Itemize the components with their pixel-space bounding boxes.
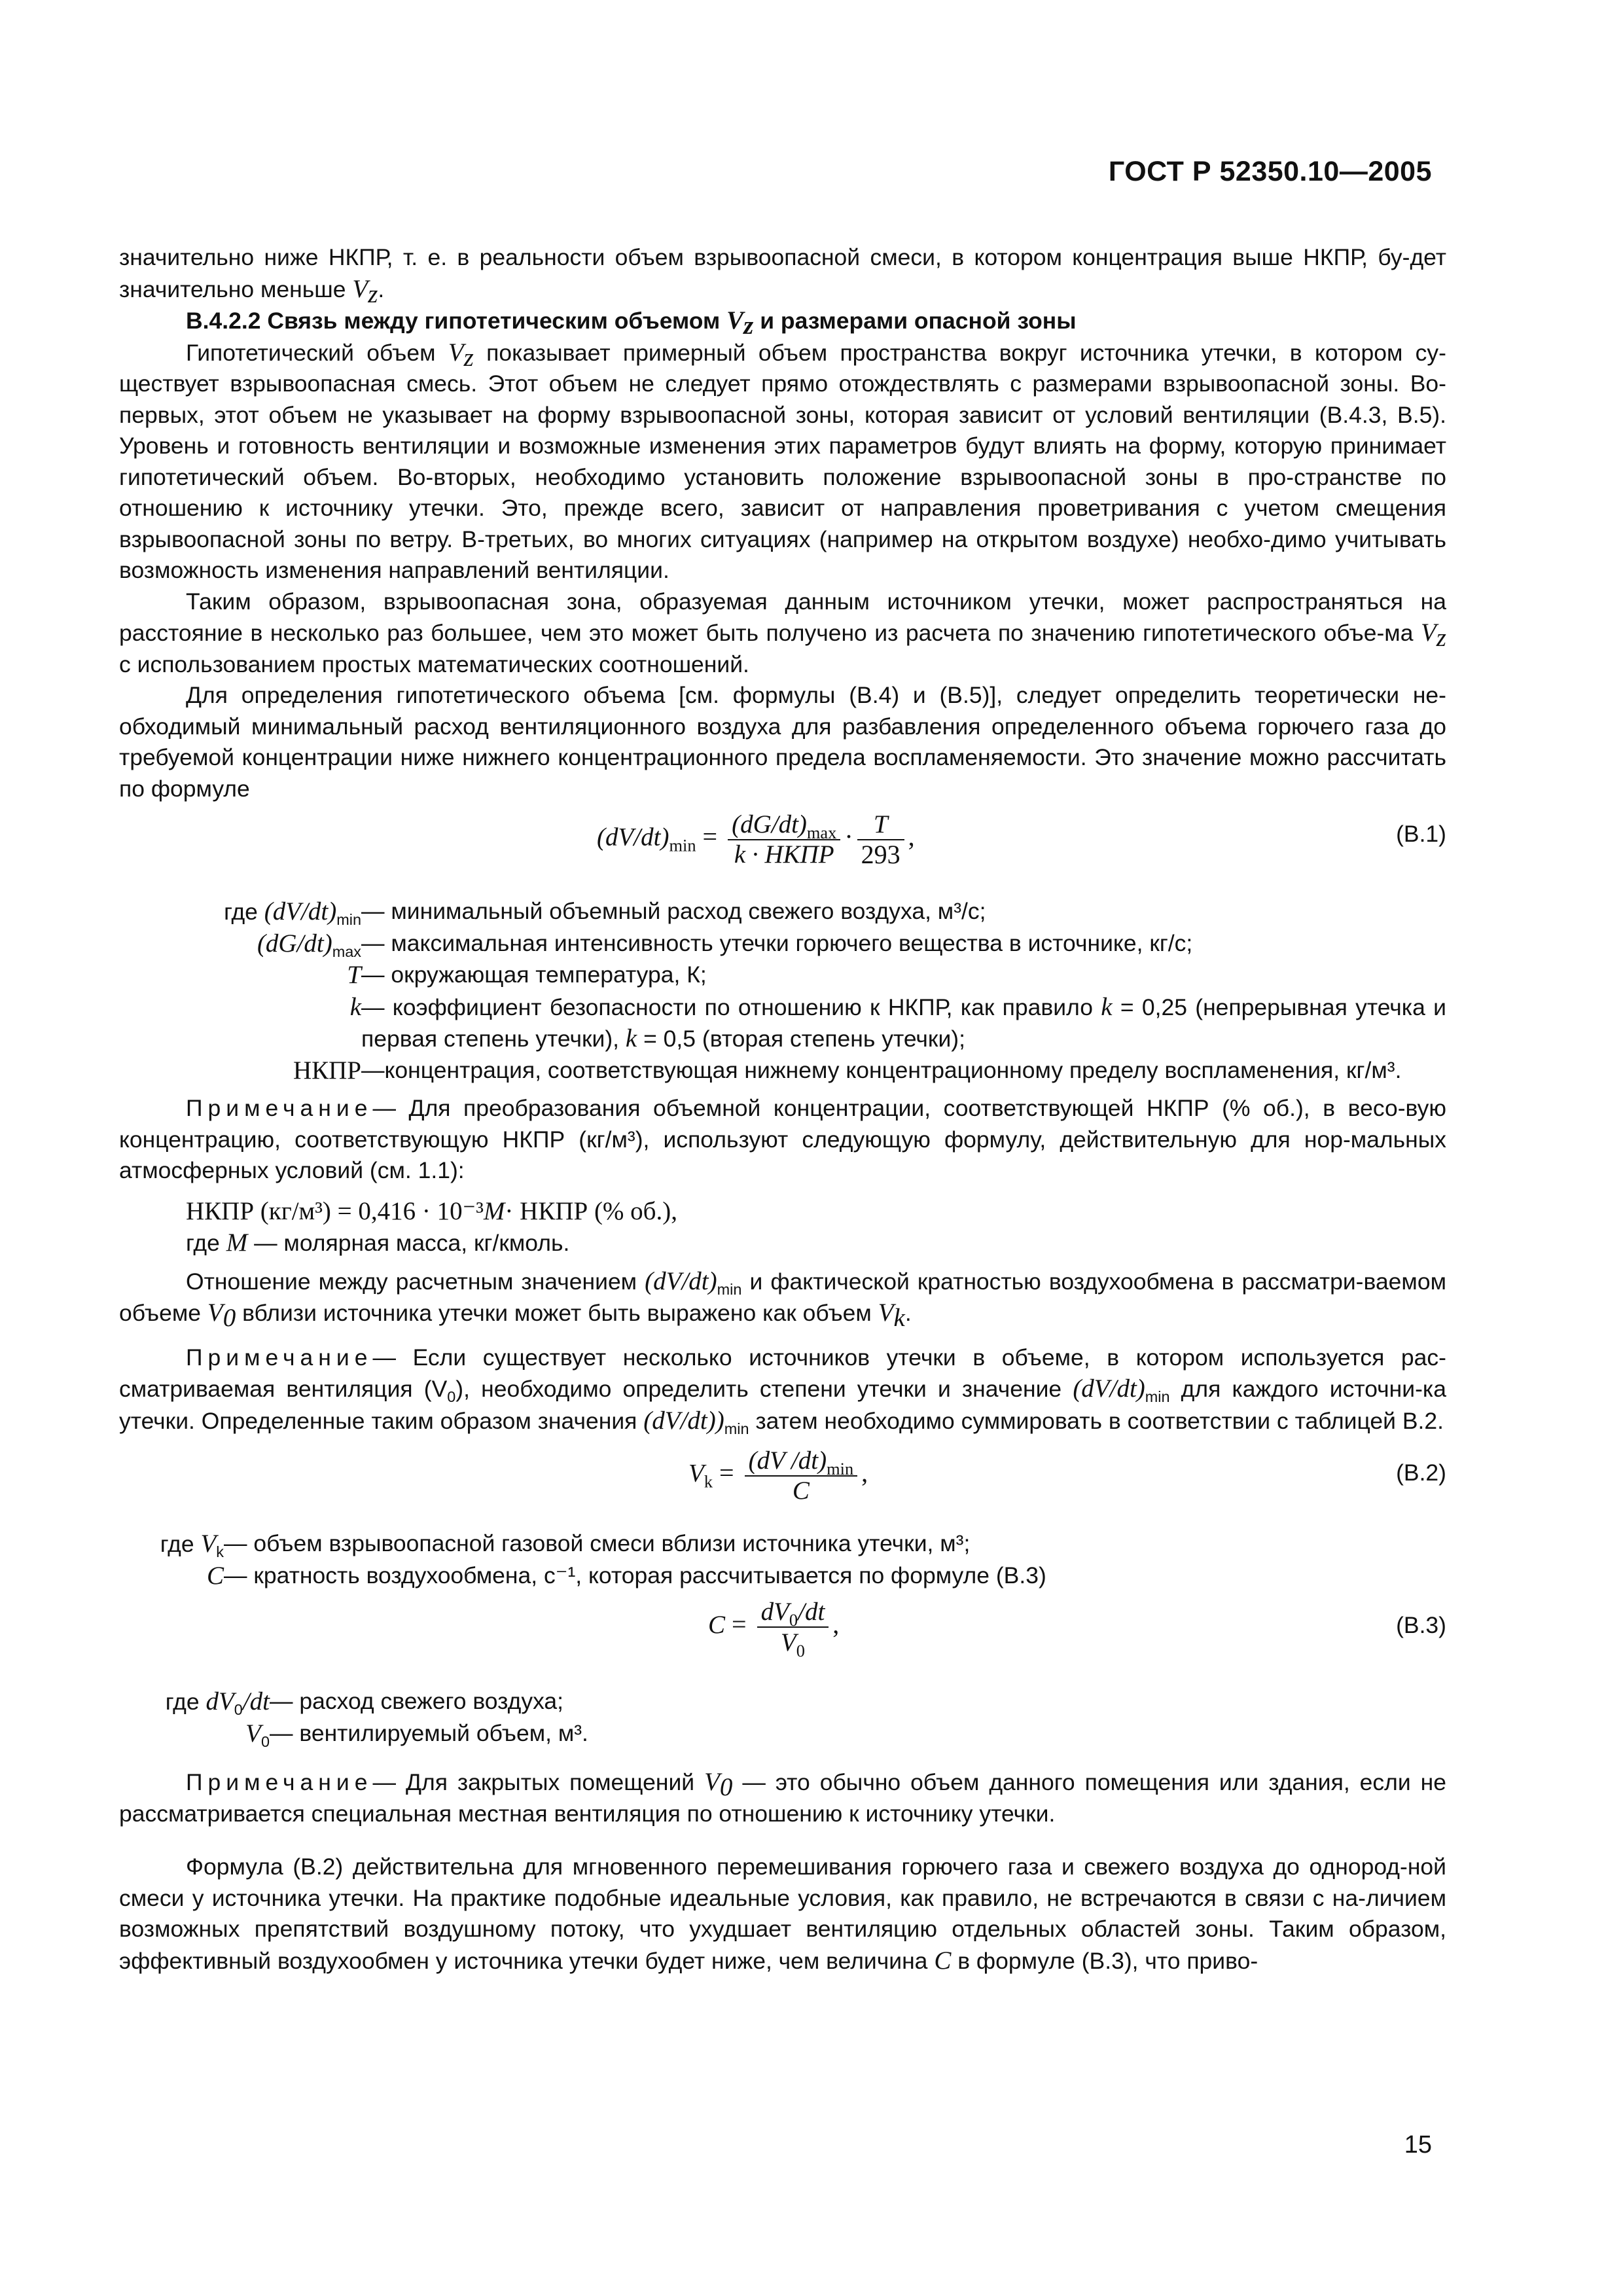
definition: C — кратность воздухообмена, с⁻¹, которая рассчитывается по формуле (В.3) [206,1561,1046,1590]
definition: T — окружающая температура, К; [347,961,707,989]
definition: $(dG/dt)_{max}$ — максимальная интенсивность утечки горючего вещества в источнике, кг/с; [257,929,1193,960]
formula-number: (В.2) [1396,1460,1446,1486]
definition: где $V_k$ — объем взрывоопасной газовой смеси вблизи источника утечки, м³; [160,1530,971,1561]
standard-code: ГОСТ Р 52350.10—2005 [1108,156,1432,187]
formula-b1: $(dV/dt)_{min}$ = $\frac{(dG/dt)_{max}}{\text{k · НКПР}}$ · $\frac{T}{293}$ , (В.1) [597,810,1446,869]
formula-b2: $V_k$ = $\frac{(dV /dt)_{min}}{C}$ , (В.2) [688,1446,1446,1505]
definition: НКПР —концентрация, соответствующая нижнему концентрационному пределу воспламенения, кг/м³. [293,1056,1402,1085]
page-body [119,242,1446,1977]
definition: где $(dV/dt)_{min}$ — минимальный объемный расход свежего воздуха, м³/с; [224,897,986,929]
paragraph: значительно ниже НКПР, т. е. в реальности объем взрывоопасной смеси, в котором концентрация выше НКПР, бу-дет значительно меньше $V_z$. [119,244,1446,308]
paragraph: Таким образом, взрывоопасная зона, образуемая данным источником утечки, может распространяться на расстояние в несколько раз большее, чем это может быть получено из расчета по значению гипотетического объе-ма $V_z$ с использованием простых математических соотношений. [119,588,1446,677]
paragraph: Формула (В.2) действительна для мгновенного перемешивания горючего газа и свежего воздуха до однород-ной смеси у источника утечки. На практике подобные идеальные условия, как правило, не встречаются в связи с на-личием возможных препятствий воздушному потоку, что ухудшает вентиляцию отдельных областей зоны. Таким образом, эффективный воздухообмен у источника утечки будет ниже, чем величина C в формуле (В.3), что приво- [119,1854,1446,1975]
formula-number: (В.3) [1396,1612,1446,1638]
note: Примечание— Для закрытых помещений $V_0$ — это обычно объем данного помещения или здания, если не рассматривается специальная местная вентиляция по отношению к источнику утечки. [119,1768,1446,1827]
definitions-list [119,1686,1446,1749]
note-formula: НКПР (кг/м³) = 0,416 · 10⁻³M· НКПР (% об.), [186,1196,677,1225]
note: Примечание— Для преобразования объемной концентрации, соответствующей НКПР (% об.), в весо-вую концентрацию, соответствующую НКПР (кг/м³), используют следующую формулу, действительную для нор-мальных атмосферных условий (см. 1.1): [119,1095,1446,1183]
formula-number: (В.1) [1396,821,1446,847]
definitions-list [119,896,1446,1086]
section-heading: В.4.2.2 Связь между гипотетическим объемом $V_z$ и размерами опасной зоны [186,306,1077,340]
note: Примечание— Если существует несколько источников утечки в объеме, в котором используется рас-сматриваемая вентиляция $(V_0)$, необходимо определить степени утечки и значение $(dV/dt)_{min}$ для каждого источни-ка утечки. Определенные таким образом значения $(dV/dt))_{min}$ затем необходимо суммировать в соответствии с таблицей В.2. [119,1344,1446,1437]
note-where: где M — молярная масса, кг/кмоль. [186,1229,570,1257]
page-number: 15 [1404,2131,1432,2159]
paragraph: Отношение между расчетным значением $(dV/dt)_{min}$ и фактической кратностью воздухообмена в рассматри-ваемом объеме $V_0$ вблизи источника утечки может быть выражено как объем $V_k$. [119,1266,1446,1333]
paragraph: Гипотетический объем $V_z$ показывает примерный объем пространства вокруг источника утечки, в котором су-ществует взрывоопасная смесь. Этот объем не следует прямо отождествлять с размерами взрывоопасной зоны. Во-первых, этот объем не указывает на форму взрывоопасной зоны, которая зависит от условий вентиляции (В.4.3, В.5). Уровень и готовность вентиляции и возможные изменения этих параметров будут влиять на форму, которую принимает гипотетический объем. Во-вторых, необходимо установить положение взрывоопасной зоны в про-странстве по отношению к источнику утечки. Это, прежде всего, зависит от направления проветривания с учетом смещения взрывоопасной зоны по ветру. В-третьих, во многих ситуациях (например на открытом воздухе) необхо-димо учитывать возможность изменения направлений вентиляции. [119,338,1446,583]
definition: $V_0$ — вентилируемый объем, м³. [245,1719,588,1750]
definitions-list [119,1528,1446,1592]
paragraph: Для определения гипотетического объема [см. формулы (В.4) и (В.5)], следует определить теоретически не-обходимый минимальный расход вентиляционного воздуха для разбавления определенного объема горючего газа до требуемой концентрации ниже нижнего концентрационного предела воспламеняемости. Это значение можно рассчитать по формуле [119,682,1446,802]
formula-b3: C = $\frac{dV_0/dt}{V_0}$ , (В.3) [708,1598,1446,1660]
definition: k — коэффициент безопасности по отношению к НКПР, как правило k = 0,25 (непрерывная утечка и первая степень утечки), k = 0,5 (вторая степень утечки); [349,992,1446,1052]
definition: где $dV_0/dt$ — расход свежего воздуха; [165,1687,564,1719]
